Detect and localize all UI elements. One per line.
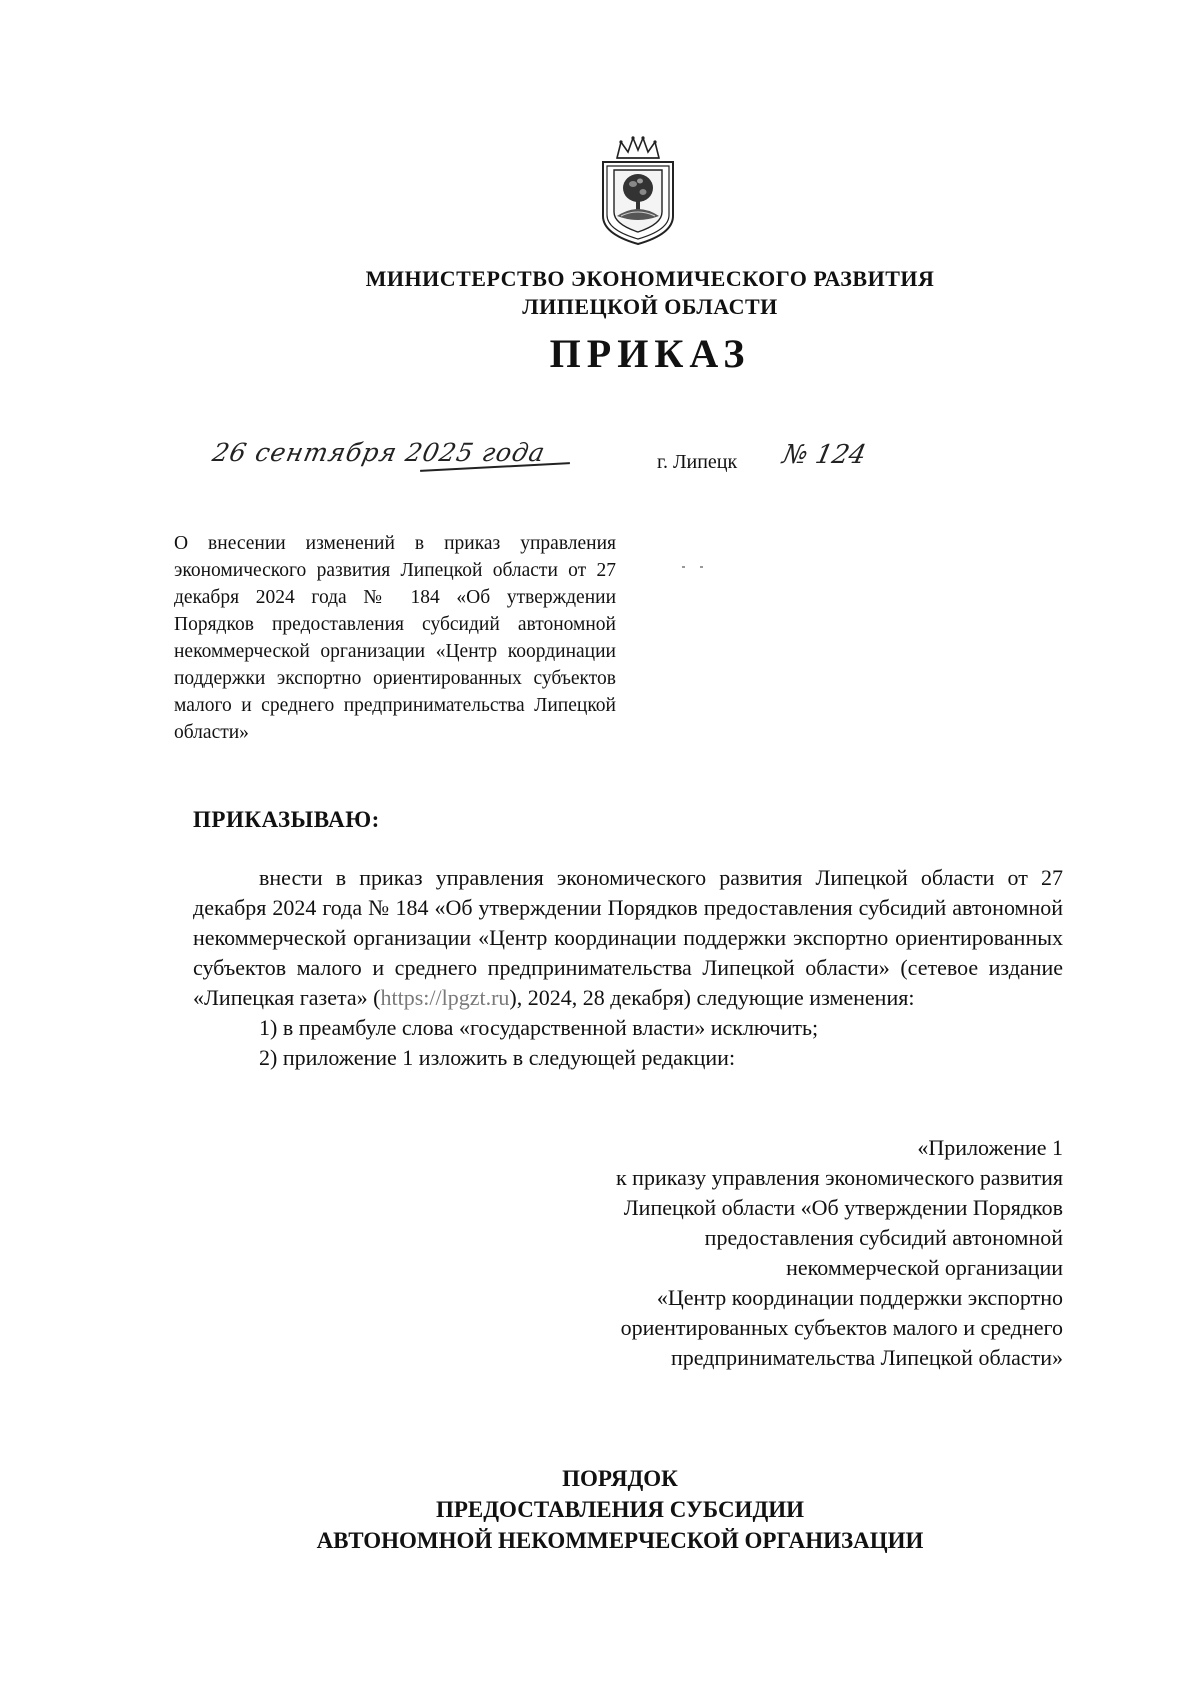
newspaper-link[interactable]: https://lpgzt.ru (380, 985, 510, 1010)
document-type-title: ПРИКАЗ (549, 331, 751, 376)
ministry-name-line1: МИНИСТЕРСТВО ЭКОНОМИЧЕСКОГО РАЗВИТИЯ (365, 266, 935, 291)
handwritten-date: 26 сентября 2025 года (209, 438, 549, 467)
order-heading: ПРИКАЗЫВАЮ: (193, 807, 380, 832)
coat-of-arms-icon (597, 136, 679, 248)
scan-speck (700, 566, 703, 568)
order-intro-part1: внести в приказ управления экономического развития Липецкой области от 27 декабря 2024 года № 184 «Об утверждении Порядков предоставления субсидий автономной некоммерческой организации «Центр координации поддержки экспортно ориентированных субъектов малого и среднего предпринимательства Липецкой области» (сетевое издание «Липецкая газета» ( (193, 865, 1063, 1010)
appendix-line: к приказу управления экономического развития (615, 1165, 1063, 1190)
order-item-2: 2) приложение 1 изложить в следующей редакции: (259, 1045, 736, 1070)
procedure-title-line1: ПОРЯДОК (562, 1466, 678, 1491)
appendix-line: некоммерческой организации (786, 1255, 1063, 1280)
ministry-name-line2: ЛИПЕЦКОЙ ОБЛАСТИ (522, 294, 778, 319)
appendix-line: Липецкой области «Об утверждении Порядков (623, 1195, 1063, 1220)
appendix-line: «Приложение 1 (917, 1135, 1063, 1160)
procedure-title-line2: ПРЕДОСТАВЛЕНИЯ СУБСИДИИ (435, 1497, 805, 1522)
appendix-line: ориентированных субъектов малого и среднего (620, 1315, 1063, 1340)
order-intro-paragraph (193, 863, 1063, 1013)
order-intro-part2: ), 2024, 28 декабря) следующие изменения: (509, 985, 915, 1010)
document-subject: О внесении изменений в приказ управления экономического развития Липецкой области от 27 декабря 2024 года № 184 «Об утверждении Порядков предоставления субсидий автономной некоммерческой организации «Центр координации поддержки экспортно ориентированных субъектов малого и среднего предпринимательства Липецкой области» (174, 533, 616, 743)
appendix-line: предпринимательства Липецкой области» (670, 1345, 1063, 1370)
order-body (193, 863, 1063, 1073)
appendix-header (503, 1133, 1063, 1373)
procedure-title-line3: АВТОНОМНОЙ НЕКОММЕРЧЕСКОЙ ОРГАНИЗАЦИИ (316, 1528, 924, 1553)
scan-speck (682, 566, 685, 568)
order-item-1: 1) в преамбуле слова «государственной власти» исключить; (259, 1015, 819, 1040)
procedure-title (0, 1463, 1200, 1556)
city-label: г. Липецк (657, 451, 738, 473)
appendix-line: «Центр координации поддержки экспортно (656, 1285, 1063, 1310)
appendix-line: предоставления субсидий автономной (704, 1225, 1063, 1250)
handwritten-number: № 124 (779, 440, 869, 470)
